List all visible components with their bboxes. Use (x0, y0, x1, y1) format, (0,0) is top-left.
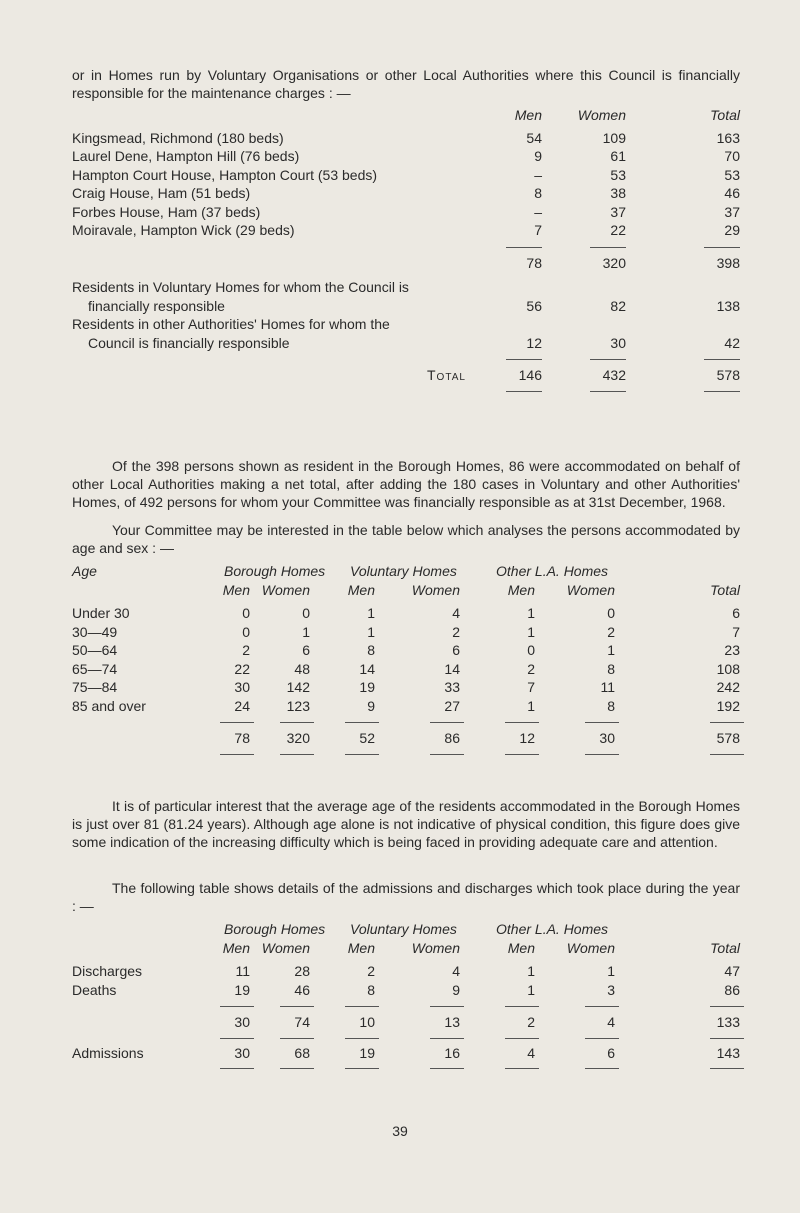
group-header: Voluntary Homes (350, 921, 457, 937)
page-number: 39 (392, 1123, 408, 1139)
cell-total: 578 (716, 367, 740, 383)
cell-women: 82 (610, 297, 626, 314)
cell: 12 (519, 730, 535, 746)
rule (506, 391, 542, 392)
rule (280, 1068, 314, 1069)
sub-header-row (72, 939, 740, 958)
row-label: Kingsmead, Richmond (180 beds) (72, 129, 284, 146)
cell: 1 (607, 642, 615, 658)
rule (505, 1068, 539, 1069)
cell: 0 (607, 605, 615, 621)
sub-header: Men (222, 581, 250, 598)
table-row (72, 660, 740, 679)
table-row (72, 166, 740, 185)
cell-men: 7 (534, 222, 542, 238)
rule-line (72, 352, 740, 366)
cell: 9 (452, 981, 460, 998)
group-header-row (72, 562, 740, 581)
admissions-table (72, 920, 740, 1074)
table-row (72, 962, 740, 981)
cell: 0 (242, 623, 250, 640)
rule (430, 1038, 464, 1039)
sub-header: Total (710, 939, 740, 956)
cell-total: 163 (716, 129, 740, 146)
cell: 6 (732, 605, 740, 621)
grand-total-label: Total (427, 367, 466, 383)
rule (430, 722, 464, 723)
table-row (72, 623, 740, 642)
cell: 33 (444, 679, 460, 695)
sub-header: Men (507, 581, 535, 598)
rule (704, 359, 740, 360)
age-header: Age (72, 563, 97, 579)
cell: 7 (527, 679, 535, 695)
cell: 10 (359, 1014, 375, 1030)
cell: 2 (242, 642, 250, 658)
cell-total: 53 (724, 166, 740, 183)
cell: 123 (286, 697, 310, 714)
sub-header: Women (566, 581, 615, 598)
rule (590, 359, 626, 360)
subtotal-row (72, 1013, 740, 1032)
cell: 6 (607, 1044, 615, 1061)
cell: 48 (294, 660, 310, 677)
cell: 14 (359, 660, 375, 677)
cell-women: 432 (602, 367, 626, 383)
cell: 4 (452, 963, 460, 979)
cell: 0 (302, 605, 310, 621)
row-label: 50—64 (72, 642, 118, 658)
row-label: 75—84 (72, 679, 118, 695)
cell: 46 (294, 981, 310, 998)
table-row (72, 678, 740, 697)
rule (220, 1068, 254, 1069)
cell: 52 (359, 730, 375, 746)
row-label: Craig House, Ham (51 beds) (72, 185, 251, 201)
cell-men: 78 (526, 254, 542, 271)
cell: 8 (367, 981, 375, 998)
row-label: 30—49 (72, 623, 118, 640)
rule (585, 1006, 619, 1007)
rule (710, 1038, 744, 1039)
cell-women: 30 (610, 334, 626, 351)
cell: 86 (444, 730, 460, 746)
cell: 47 (724, 963, 740, 979)
subtotal-row (72, 254, 740, 273)
paragraph-borough-homes: Of the 398 persons shown as resident in the Borough Homes, 86 were accommodated on behalf of other Local Authorities making a net total, after adding the 180 cases in Voluntary and other Authorities' Homes, of 492 persons for whom your Committee was financially responsible as at 31st December, 1968. (72, 458, 740, 510)
cell-total: 29 (724, 222, 740, 238)
rule (220, 1038, 254, 1039)
cell: 578 (716, 730, 740, 746)
rule (710, 1068, 744, 1069)
cell: 2 (527, 660, 535, 677)
cell: 143 (716, 1044, 740, 1061)
paragraph-admissions-intro: The following table shows details of the admissions and discharges which took place during the year : — (72, 880, 740, 914)
other-row (72, 334, 740, 353)
group-header: Voluntary Homes (350, 563, 457, 579)
cell: 2 (452, 623, 460, 640)
cell: 1 (367, 605, 375, 621)
rule (590, 391, 626, 392)
cell: 142 (286, 679, 310, 695)
cell: 320 (286, 730, 310, 746)
row-label: Laurel Dene, Hampton Hill (76 beds) (72, 148, 300, 164)
rule (345, 1038, 379, 1039)
cell: 2 (607, 623, 615, 640)
sub-header-row (72, 581, 740, 600)
table-row (72, 129, 740, 148)
cell: 19 (359, 1044, 375, 1061)
cell: 8 (367, 642, 375, 658)
table-row (72, 147, 740, 166)
cell: 30 (234, 1044, 250, 1061)
cell: 30 (234, 1014, 250, 1030)
cell-total: 46 (724, 185, 740, 201)
cell: 1 (367, 623, 375, 640)
sub-header: Men (507, 939, 535, 956)
col-total-header: Total (710, 107, 740, 123)
cell: 2 (527, 1014, 535, 1030)
cell-total: 398 (716, 254, 740, 271)
cell: 192 (716, 697, 740, 714)
rule (280, 722, 314, 723)
cell-women: 38 (610, 185, 626, 201)
cell-men: 146 (518, 367, 542, 383)
cell: 30 (234, 679, 250, 695)
cell: 28 (294, 963, 310, 979)
row-label: Moiravale, Hampton Wick (29 beds) (72, 222, 295, 238)
rule (430, 754, 464, 755)
rule (220, 1006, 254, 1007)
cell: 1 (527, 605, 535, 621)
cell: 108 (716, 660, 740, 677)
totals-row (72, 729, 740, 748)
rule (430, 1006, 464, 1007)
cell: 1 (607, 963, 615, 979)
cell-total: 70 (724, 148, 740, 164)
cell: 74 (294, 1014, 310, 1030)
cell-total: 37 (724, 203, 740, 220)
age-table (72, 562, 740, 760)
cell-women: 61 (610, 148, 626, 164)
rule (704, 247, 740, 248)
cell: 22 (234, 660, 250, 677)
rule (506, 247, 542, 248)
residents-table (72, 106, 740, 397)
table-row (72, 203, 740, 222)
other-label-row (72, 315, 740, 334)
sub-header: Women (411, 581, 460, 598)
table1-header (72, 106, 740, 125)
cell: 1 (527, 697, 535, 714)
sub-header: Men (222, 939, 250, 956)
cell: 27 (444, 697, 460, 714)
row-label: Hampton Court House, Hampton Court (53 beds) (72, 166, 378, 183)
cell: 19 (359, 679, 375, 695)
table-row (72, 604, 740, 623)
rule (704, 391, 740, 392)
row-label: Under 30 (72, 605, 130, 621)
cell: 0 (242, 605, 250, 621)
cell: 4 (607, 1014, 615, 1030)
rule-line (72, 240, 740, 254)
sub-header: Men (347, 581, 375, 598)
cell-total: 42 (724, 334, 740, 351)
cell: 30 (599, 730, 615, 746)
rule (345, 1068, 379, 1069)
sub-header: Women (566, 939, 615, 956)
cell: 7 (732, 623, 740, 640)
group-header-row (72, 920, 740, 939)
cell-women: 109 (602, 129, 626, 146)
cell: 19 (234, 981, 250, 998)
cell: 2 (367, 963, 375, 979)
rule (710, 722, 744, 723)
rule (505, 754, 539, 755)
row-label: Residents in other Authorities' Homes for whom the (72, 316, 390, 332)
cell: 6 (302, 642, 310, 658)
cell: 0 (527, 642, 535, 658)
sub-header: Total (710, 581, 740, 598)
table-row (72, 221, 740, 240)
row-label: 65—74 (72, 660, 118, 677)
col-women-header: Women (577, 107, 626, 123)
rule (585, 722, 619, 723)
voluntary-row (72, 297, 740, 316)
cell: 3 (607, 981, 615, 998)
rule (505, 1006, 539, 1007)
cell-men: – (534, 166, 542, 183)
cell-women: 37 (610, 203, 626, 220)
cell: 1 (527, 963, 535, 979)
rule (280, 754, 314, 755)
cell: 4 (452, 605, 460, 621)
rule (345, 722, 379, 723)
col-men-header: Men (514, 107, 542, 123)
cell-women: 53 (610, 166, 626, 183)
grand-total-row (72, 366, 740, 385)
cell-total: 138 (716, 297, 740, 314)
cell: 11 (235, 963, 250, 979)
cell: 8 (607, 697, 615, 714)
rule (506, 359, 542, 360)
cell: 6 (452, 642, 460, 658)
cell: 68 (294, 1044, 310, 1061)
cell: 4 (527, 1044, 535, 1061)
rule-line (72, 1062, 740, 1074)
sub-header: Women (261, 581, 310, 598)
rule (280, 1006, 314, 1007)
cell: 13 (444, 1014, 460, 1030)
table-row (72, 641, 740, 660)
row-label: Discharges (72, 963, 143, 979)
rule (710, 1006, 744, 1007)
rule-line (72, 715, 740, 729)
row-label: 85 and over (72, 697, 146, 714)
sub-header: Women (261, 939, 310, 956)
table-row (72, 981, 740, 1000)
group-header: Borough Homes (224, 921, 326, 937)
rule (345, 1006, 379, 1007)
row-label: Forbes House, Ham (37 beds) (72, 203, 261, 220)
voluntary-label-row (72, 278, 740, 297)
rule (280, 1038, 314, 1039)
rule (430, 1068, 464, 1069)
intro-paragraph: or in Homes run by Voluntary Organisations or other Local Authorities where this Council is financially responsible for the maintenance charges : — (72, 67, 740, 101)
rule (585, 1068, 619, 1069)
rule-line (72, 385, 740, 397)
cell-men: 12 (526, 334, 542, 351)
cell: 242 (716, 679, 740, 695)
cell-women: 22 (610, 222, 626, 238)
group-header: Other L.A. Homes (496, 921, 609, 937)
rule (220, 722, 254, 723)
row-label: Deaths (72, 981, 117, 998)
cell: 86 (724, 981, 740, 998)
group-header: Borough Homes (224, 563, 326, 579)
rule (585, 1038, 619, 1039)
rule (505, 1038, 539, 1039)
row-label: financially responsible (88, 297, 225, 314)
cell: 24 (234, 697, 250, 714)
rule (345, 754, 379, 755)
cell: 1 (527, 981, 535, 998)
cell: 14 (444, 660, 460, 677)
table-row (72, 184, 740, 203)
cell-women: 320 (602, 254, 626, 271)
row-label: Council is financially responsible (88, 334, 290, 351)
rule-line (72, 1032, 740, 1044)
paragraph-age-intro: Your Committee may be interested in the table below which analyses the persons accommodated by age and sex : — (72, 522, 740, 556)
cell: 1 (527, 623, 535, 640)
rule (505, 722, 539, 723)
row-label: Residents in Voluntary Homes for whom the Council is (72, 279, 409, 295)
cell-men: – (534, 203, 542, 220)
cell: 11 (600, 679, 615, 695)
rule (585, 754, 619, 755)
rule-line (72, 748, 740, 760)
admissions-row (72, 1044, 740, 1063)
sub-header: Women (411, 939, 460, 956)
sub-header: Men (347, 939, 375, 956)
cell-men: 9 (534, 148, 542, 164)
cell: 1 (302, 623, 310, 640)
cell: 23 (724, 642, 740, 658)
rule (590, 247, 626, 248)
cell-men: 56 (526, 297, 542, 314)
rule-line (72, 999, 740, 1013)
rule (220, 754, 254, 755)
row-label: Admissions (72, 1044, 144, 1061)
rule (710, 754, 744, 755)
cell: 16 (444, 1044, 460, 1061)
cell: 8 (607, 660, 615, 677)
table-row (72, 697, 740, 716)
cell-men: 8 (534, 185, 542, 201)
paragraph-average-age: It is of particular interest that the average age of the residents accommodated in the Borough Homes is just over 81 (81.24 years). Although age alone is not indicative of physical condition, this figure does give some indication of the increasing difficulty which is being faced in providing adequate care and attention. (72, 798, 740, 850)
cell: 133 (716, 1014, 740, 1030)
cell: 78 (234, 730, 250, 746)
cell-men: 54 (526, 129, 542, 146)
cell: 9 (367, 697, 375, 714)
group-header: Other L.A. Homes (496, 563, 609, 579)
